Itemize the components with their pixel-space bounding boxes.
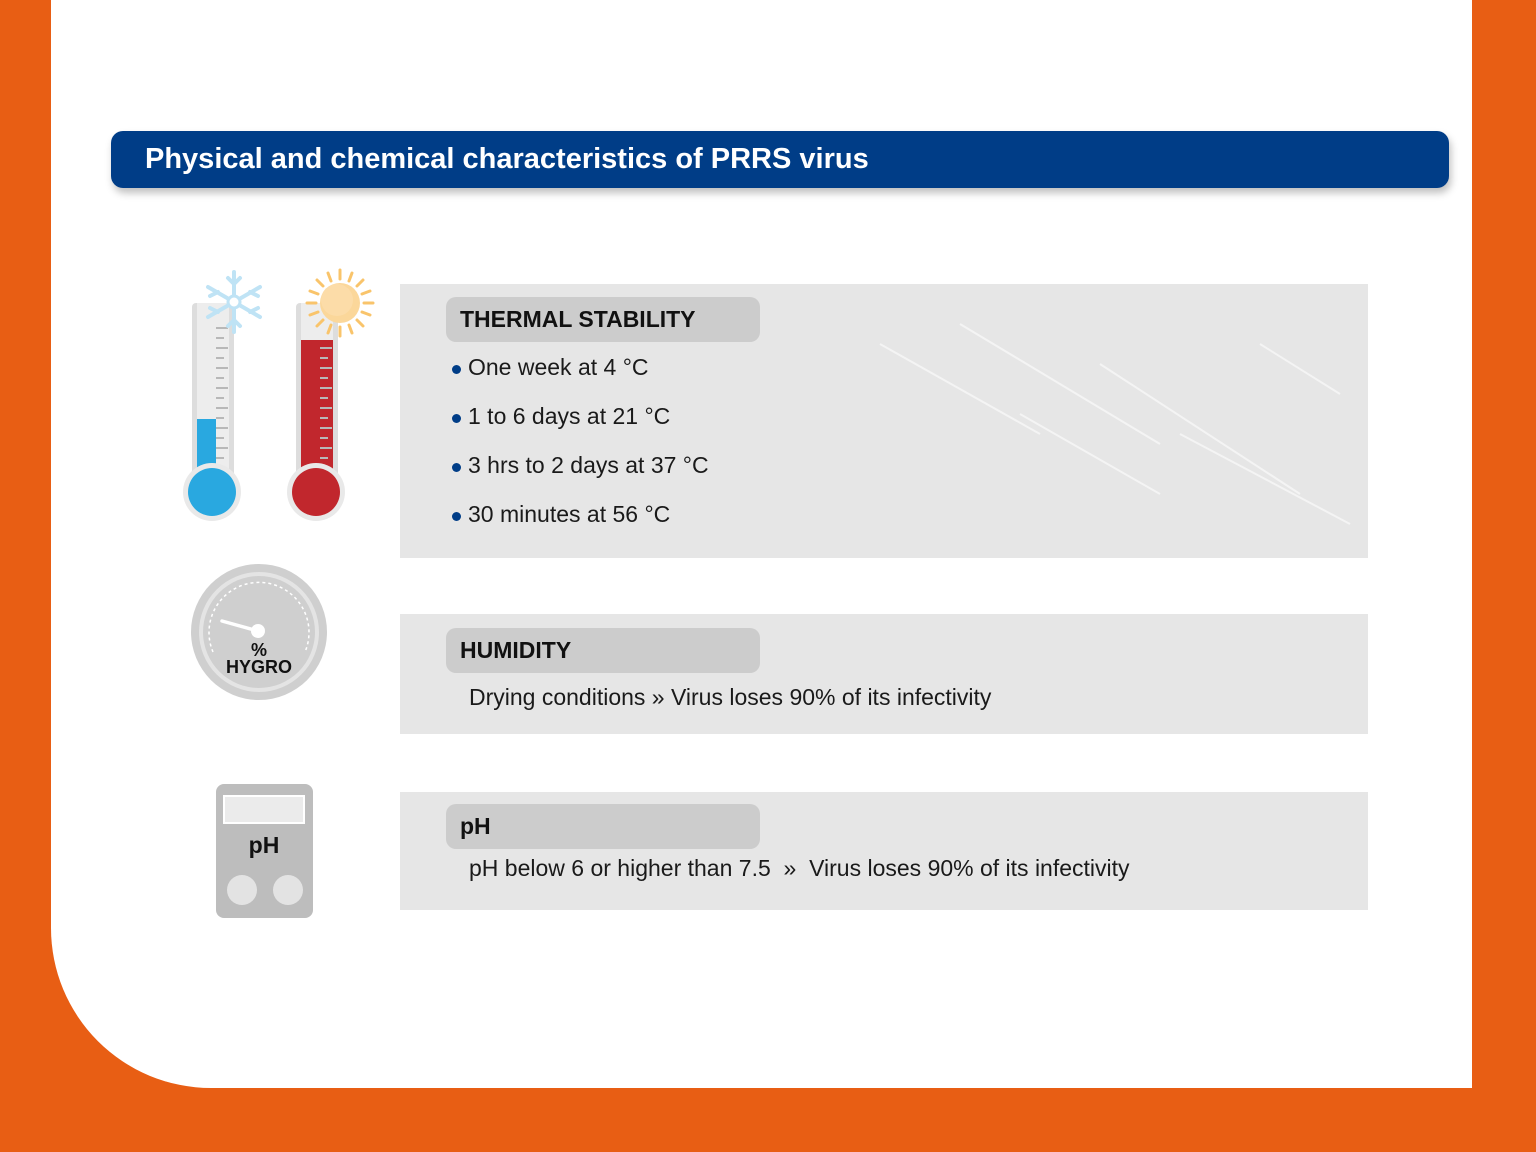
bullet-icon xyxy=(452,365,461,374)
ph-panel xyxy=(400,792,1368,910)
bullet-icon xyxy=(452,414,461,423)
thermal-stability-list xyxy=(448,352,709,548)
humidity-panel xyxy=(400,614,1368,734)
thermal-stability-heading: THERMAL STABILITY xyxy=(446,297,760,342)
ph-heading: pH xyxy=(446,804,760,849)
humidity-text: Drying conditions » Virus loses 90% of its infectivity xyxy=(469,684,992,710)
ph-meter-label: pH xyxy=(248,832,280,858)
thermometer-cold-icon xyxy=(183,268,273,523)
list-item: 30 minutes at 56 °C xyxy=(448,499,709,548)
ph-text: pH below 6 or higher than 7.5 » Virus loses 90% of its infectivity xyxy=(469,855,1130,881)
page-title: Physical and chemical characteristics of PRRS virus xyxy=(111,131,1449,188)
bullet-icon xyxy=(452,463,461,472)
hygrometer-icon xyxy=(189,562,329,702)
humidity-heading: HUMIDITY xyxy=(446,628,760,673)
bullet-icon xyxy=(452,512,461,521)
thermometer-hot-icon xyxy=(287,268,382,523)
list-item: 1 to 6 days at 21 °C xyxy=(448,401,709,450)
list-item: 3 hrs to 2 days at 37 °C xyxy=(448,450,709,499)
hygrometer-percent-label: % xyxy=(250,640,267,660)
thermal-stability-panel xyxy=(400,284,1368,558)
list-item: One week at 4 °C xyxy=(448,352,709,401)
hygrometer-hygro-label: HYGRO xyxy=(225,657,292,677)
sun-icon xyxy=(307,270,373,336)
